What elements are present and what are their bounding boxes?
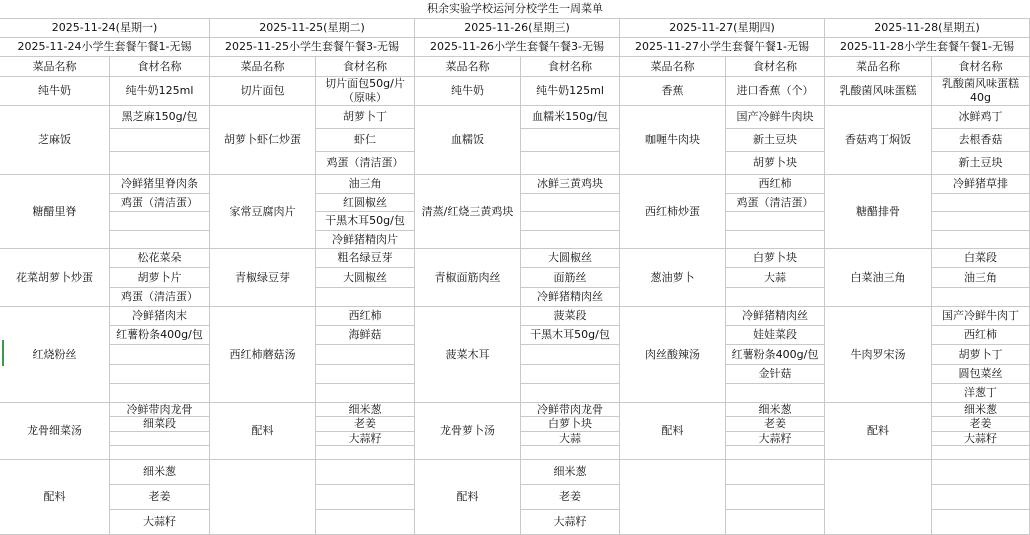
sheet-title: 积余实验学校运河分校学生一周菜单 (0, 0, 1030, 19)
ingredient-cell: 白菜段 (932, 249, 1030, 268)
ingredient-cell (110, 432, 210, 446)
ingredient-cell (316, 384, 415, 403)
ingredient-cell: 冷鲜猪里脊肉条 (110, 175, 210, 194)
meal-plan-header: 2025-11-26小学生套餐午餐3-无锡 (415, 38, 620, 57)
ingredient-column-header: 食材名称 (726, 57, 825, 77)
dish-name-cell (825, 460, 932, 535)
dish-name-cell: 西红柿蘑菇汤 (210, 307, 316, 403)
ingredient-cell (726, 446, 825, 460)
dish-name-cell: 清蒸/红烧三黄鸡块 (415, 175, 521, 249)
dish-name-cell: 糖醋排骨 (825, 175, 932, 249)
ingredient-cell: 老姜 (726, 417, 825, 432)
dish-name-cell: 青椒绿豆芽 (210, 249, 316, 307)
ingredient-cell: 冷鲜猪精肉丝 (521, 288, 620, 307)
ingredient-cell (521, 152, 620, 175)
meal-plan-header: 2025-11-24小学生套餐午餐1-无锡 (0, 38, 210, 57)
dish-name-cell: 配料 (210, 403, 316, 460)
ingredient-cell: 大圆椒丝 (316, 268, 415, 288)
ingredient-cell (316, 485, 415, 510)
ingredient-cell (932, 288, 1030, 307)
ingredient-column-header: 食材名称 (521, 57, 620, 77)
dish-column-header: 菜品名称 (0, 57, 110, 77)
ingredient-cell (110, 365, 210, 384)
day-date-header: 2025-11-27(星期四) (620, 19, 825, 38)
day-date-header: 2025-11-28(星期五) (825, 19, 1030, 38)
dish-name-cell: 白菜油三角 (825, 249, 932, 307)
dish-name-cell: 配料 (0, 460, 110, 535)
ingredient-cell: 红圆椒丝 (316, 194, 415, 212)
ingredient-cell: 洋葱丁 (932, 384, 1030, 403)
ingredient-cell: 鸡蛋（清洁蛋） (316, 152, 415, 175)
ingredient-cell (521, 212, 620, 231)
ingredient-cell (932, 460, 1030, 485)
ingredient-cell: 干黑木耳50g/包 (316, 212, 415, 231)
ingredient-cell: 海鲜菇 (316, 326, 415, 345)
ingredient-cell: 大蒜 (726, 268, 825, 288)
ingredient-cell: 老姜 (521, 485, 620, 510)
ingredient-cell (521, 345, 620, 365)
ingredient-cell: 冷鲜猪草排 (932, 175, 1030, 194)
ingredient-cell: 冰鲜三黄鸡块 (521, 175, 620, 194)
ingredient-column-header: 食材名称 (316, 57, 415, 77)
ingredient-cell: 大蒜籽 (521, 510, 620, 535)
ingredient-cell (932, 194, 1030, 212)
ingredient-column-header: 食材名称 (932, 57, 1030, 77)
ingredient-cell (316, 288, 415, 307)
ingredient-cell (726, 288, 825, 307)
ingredient-cell (726, 485, 825, 510)
dish-name-cell: 配料 (825, 403, 932, 460)
ingredient-cell (316, 460, 415, 485)
day-date-header: 2025-11-24(星期一) (0, 19, 210, 38)
ingredient-cell: 切片面包50g/片（原味） (316, 77, 415, 106)
ingredient-cell (726, 212, 825, 231)
ingredient-cell: 金针菇 (726, 365, 825, 384)
ingredient-cell: 红薯粉条400g/包 (110, 326, 210, 345)
dish-name-cell (210, 460, 316, 535)
ingredient-cell: 冰鲜鸡丁 (932, 106, 1030, 129)
ingredient-cell: 纯牛奶125ml (521, 77, 620, 106)
ingredient-cell (316, 365, 415, 384)
ingredient-cell: 大蒜籽 (316, 432, 415, 446)
dish-name-cell: 配料 (415, 460, 521, 535)
dish-name-cell: 菠菜木耳 (415, 307, 521, 403)
ingredient-cell (110, 446, 210, 460)
meal-plan-header: 2025-11-28小学生套餐午餐1-无锡 (825, 38, 1030, 57)
ingredient-cell: 新土豆块 (726, 129, 825, 152)
ingredient-cell: 冷鲜带肉龙骨 (521, 403, 620, 417)
dish-name-cell: 龙骨萝卜汤 (415, 403, 521, 460)
dish-name-cell: 纯牛奶 (415, 77, 521, 106)
ingredient-cell (932, 231, 1030, 249)
ingredient-cell (316, 510, 415, 535)
dish-name-cell: 肉丝酸辣汤 (620, 307, 726, 403)
dish-name-cell: 香菇鸡丁焖饭 (825, 106, 932, 175)
ingredient-cell (521, 446, 620, 460)
ingredient-cell: 油三角 (932, 268, 1030, 288)
ingredient-cell: 西红柿 (726, 175, 825, 194)
ingredient-cell (521, 129, 620, 152)
ingredient-cell: 面筋丝 (521, 268, 620, 288)
ingredient-cell: 圆包菜丝 (932, 365, 1030, 384)
dish-name-cell: 乳酸菌风味蛋糕 (825, 77, 932, 106)
ingredient-cell: 虾仁 (316, 129, 415, 152)
ingredient-cell (726, 231, 825, 249)
dish-name-cell: 香蕉 (620, 77, 726, 106)
dish-name-cell: 芝麻饭 (0, 106, 110, 175)
ingredient-cell: 西红柿 (932, 326, 1030, 345)
ingredient-cell: 松花菜朵 (110, 249, 210, 268)
ingredient-cell (110, 231, 210, 249)
ingredient-cell: 鸡蛋（清洁蛋） (110, 194, 210, 212)
ingredient-cell: 细米葱 (110, 460, 210, 485)
ingredient-cell (110, 384, 210, 403)
ingredient-cell: 红薯粉条400g/包 (726, 345, 825, 365)
ingredient-cell: 干黑木耳50g/包 (521, 326, 620, 345)
ingredient-cell: 冷鲜带肉龙骨 (110, 403, 210, 417)
ingredient-cell: 新土豆块 (932, 152, 1030, 175)
ingredient-cell: 细米葱 (726, 403, 825, 417)
ingredient-cell (521, 231, 620, 249)
ingredient-cell: 胡萝卜丁 (932, 345, 1030, 365)
ingredient-cell: 细米葱 (521, 460, 620, 485)
ingredient-cell (521, 384, 620, 403)
dish-name-cell: 西红柿炒蛋 (620, 175, 726, 249)
ingredient-column-header: 食材名称 (110, 57, 210, 77)
day-date-header: 2025-11-26(星期三) (415, 19, 620, 38)
ingredient-cell: 细米葱 (316, 403, 415, 417)
ingredient-cell: 大圆椒丝 (521, 249, 620, 268)
day-date-header: 2025-11-25(星期二) (210, 19, 415, 38)
ingredient-cell (726, 384, 825, 403)
dish-name-cell: 葱油萝卜 (620, 249, 726, 307)
ingredient-cell: 纯牛奶125ml (110, 77, 210, 106)
ingredient-cell: 油三角 (316, 175, 415, 194)
ingredient-cell: 鸡蛋（清洁蛋） (110, 288, 210, 307)
dish-column-header: 菜品名称 (825, 57, 932, 77)
ingredient-cell: 国产冷鲜牛肉丁 (932, 307, 1030, 326)
ingredient-cell: 大蒜 (521, 432, 620, 446)
ingredient-cell: 白萝卜块 (726, 249, 825, 268)
ingredient-cell: 鸡蛋（清洁蛋） (726, 194, 825, 212)
dish-name-cell: 糖醋里脊 (0, 175, 110, 249)
ingredient-cell: 菠菜段 (521, 307, 620, 326)
dish-name-cell: 血糯饭 (415, 106, 521, 175)
ingredient-cell: 老姜 (932, 417, 1030, 432)
ingredient-cell: 去根香菇 (932, 129, 1030, 152)
dish-column-header: 菜品名称 (620, 57, 726, 77)
ingredient-cell: 冷鲜猪肉末 (110, 307, 210, 326)
ingredient-cell (932, 212, 1030, 231)
ingredient-cell (110, 152, 210, 175)
ingredient-cell: 白萝卜块 (521, 417, 620, 432)
dish-name-cell: 牛肉罗宋汤 (825, 307, 932, 403)
ingredient-cell: 进口香蕉（个） (726, 77, 825, 106)
dish-name-cell: 切片面包 (210, 77, 316, 106)
ingredient-cell: 冷鲜猪精肉丝 (726, 307, 825, 326)
ingredient-cell (932, 510, 1030, 535)
ingredient-cell (726, 460, 825, 485)
ingredient-cell: 老姜 (316, 417, 415, 432)
ingredient-cell: 西红柿 (316, 307, 415, 326)
ingredient-cell: 细米葱 (932, 403, 1030, 417)
ingredient-cell: 胡萝卜丁 (316, 106, 415, 129)
ingredient-cell (110, 129, 210, 152)
ingredient-cell: 大蒜籽 (110, 510, 210, 535)
dish-name-cell: 龙骨细菜汤 (0, 403, 110, 460)
ingredient-cell: 大蒜籽 (932, 432, 1030, 446)
ingredient-cell: 大蒜籽 (726, 432, 825, 446)
ingredient-cell (110, 212, 210, 231)
dish-column-header: 菜品名称 (415, 57, 521, 77)
ingredient-cell: 国产冷鲜牛肉块 (726, 106, 825, 129)
meal-plan-header: 2025-11-27小学生套餐午餐1-无锡 (620, 38, 825, 57)
dish-name-cell: 家常豆腐肉片 (210, 175, 316, 249)
ingredient-cell: 老姜 (110, 485, 210, 510)
ingredient-cell: 乳酸菌风味蛋糕40g (932, 77, 1030, 106)
ingredient-cell: 细菜段 (110, 417, 210, 432)
dish-name-cell: 配料 (620, 403, 726, 460)
dish-name-cell: 花菜胡萝卜炒蛋 (0, 249, 110, 307)
ingredient-cell (932, 485, 1030, 510)
ingredient-cell (726, 510, 825, 535)
ingredient-cell (110, 345, 210, 365)
ingredient-cell (932, 446, 1030, 460)
dish-name-cell: 红烧粉丝 (0, 307, 110, 403)
ingredient-cell (521, 365, 620, 384)
ingredient-cell (316, 345, 415, 365)
ingredient-cell (521, 194, 620, 212)
ingredient-cell (316, 446, 415, 460)
ingredient-cell: 血糯米150g/包 (521, 106, 620, 129)
ingredient-cell: 娃娃菜段 (726, 326, 825, 345)
ingredient-cell: 胡萝卜块 (726, 152, 825, 175)
dish-name-cell: 胡萝卜虾仁炒蛋 (210, 106, 316, 175)
ingredient-cell: 黑芝麻150g/包 (110, 106, 210, 129)
ingredient-cell: 粗名绿豆芽 (316, 249, 415, 268)
ingredient-cell: 胡萝卜片 (110, 268, 210, 288)
dish-name-cell (620, 460, 726, 535)
ingredient-cell: 冷鲜猪精肉片 (316, 231, 415, 249)
dish-name-cell: 纯牛奶 (0, 77, 110, 106)
dish-name-cell: 青椒面筋肉丝 (415, 249, 521, 307)
dish-column-header: 菜品名称 (210, 57, 316, 77)
dish-name-cell: 咖喱牛肉块 (620, 106, 726, 175)
meal-plan-header: 2025-11-25小学生套餐午餐3-无锡 (210, 38, 415, 57)
row-marker (2, 340, 4, 366)
